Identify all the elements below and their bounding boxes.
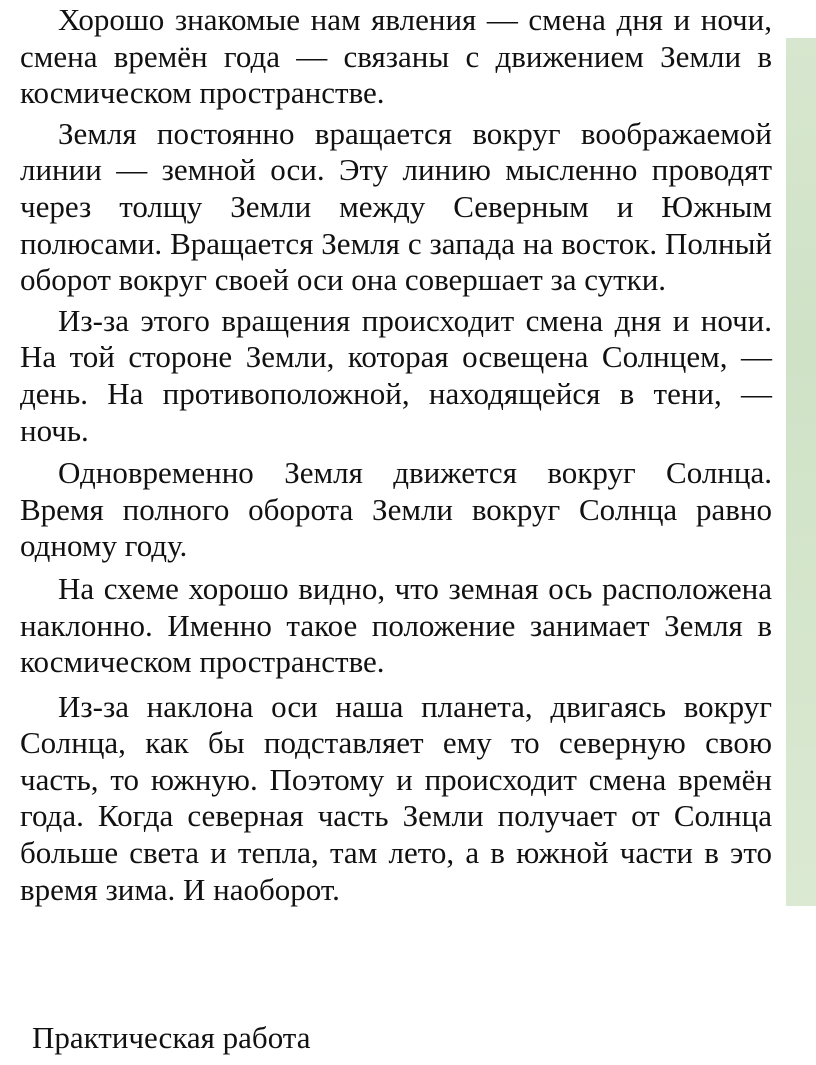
text-page: [20, 2, 772, 908]
paragraph-day-night: Из-за этого вращения происходит смена дня и ночи. На той стороне Земли, которая освещена Солнцем, — день. На противоположной, находящейся в тени, — ночь.: [20, 302, 772, 448]
paragraph-axis-tilt: На схеме хорошо видно, что земная ось расположена наклонно. Именно такое положение занимает Земля в космическом пространстве.: [20, 570, 772, 680]
paragraph-seasons: Из-за наклона оси наша планета, двигаясь вокруг Солнца, как бы подставляет ему то северную свою часть, то южную. Поэтому и происходит смена времён года. Когда северная часть Земли получает от Солнца больше света и тепла, там лето, а в южной части в это время зима. И наоборот.: [20, 688, 772, 907]
paragraph-orbit: Одновременно Земля движется вокруг Солнца. Время полного оборота Земли вокруг Солнца равно одному году.: [20, 455, 772, 564]
paragraph-earth-rotation: Земля постоянно вращается вокруг воображаемой линии — земной оси. Эту линию мысленно проводят через толщу Земли между Северным и Южным полюсами. Вращается Земля с запада на восток. Полный оборот вокруг своей оси она совершает за сутки.: [20, 115, 772, 298]
page-edge-strip: [786, 38, 816, 906]
paragraph-earth-motion-intro: Хорошо знакомые нам явления — смена дня и ночи, смена времён года — связаны с движением Земли в космическом пространстве.: [20, 2, 772, 111]
section-title-practical-work: Практическая работа: [32, 1020, 311, 1055]
